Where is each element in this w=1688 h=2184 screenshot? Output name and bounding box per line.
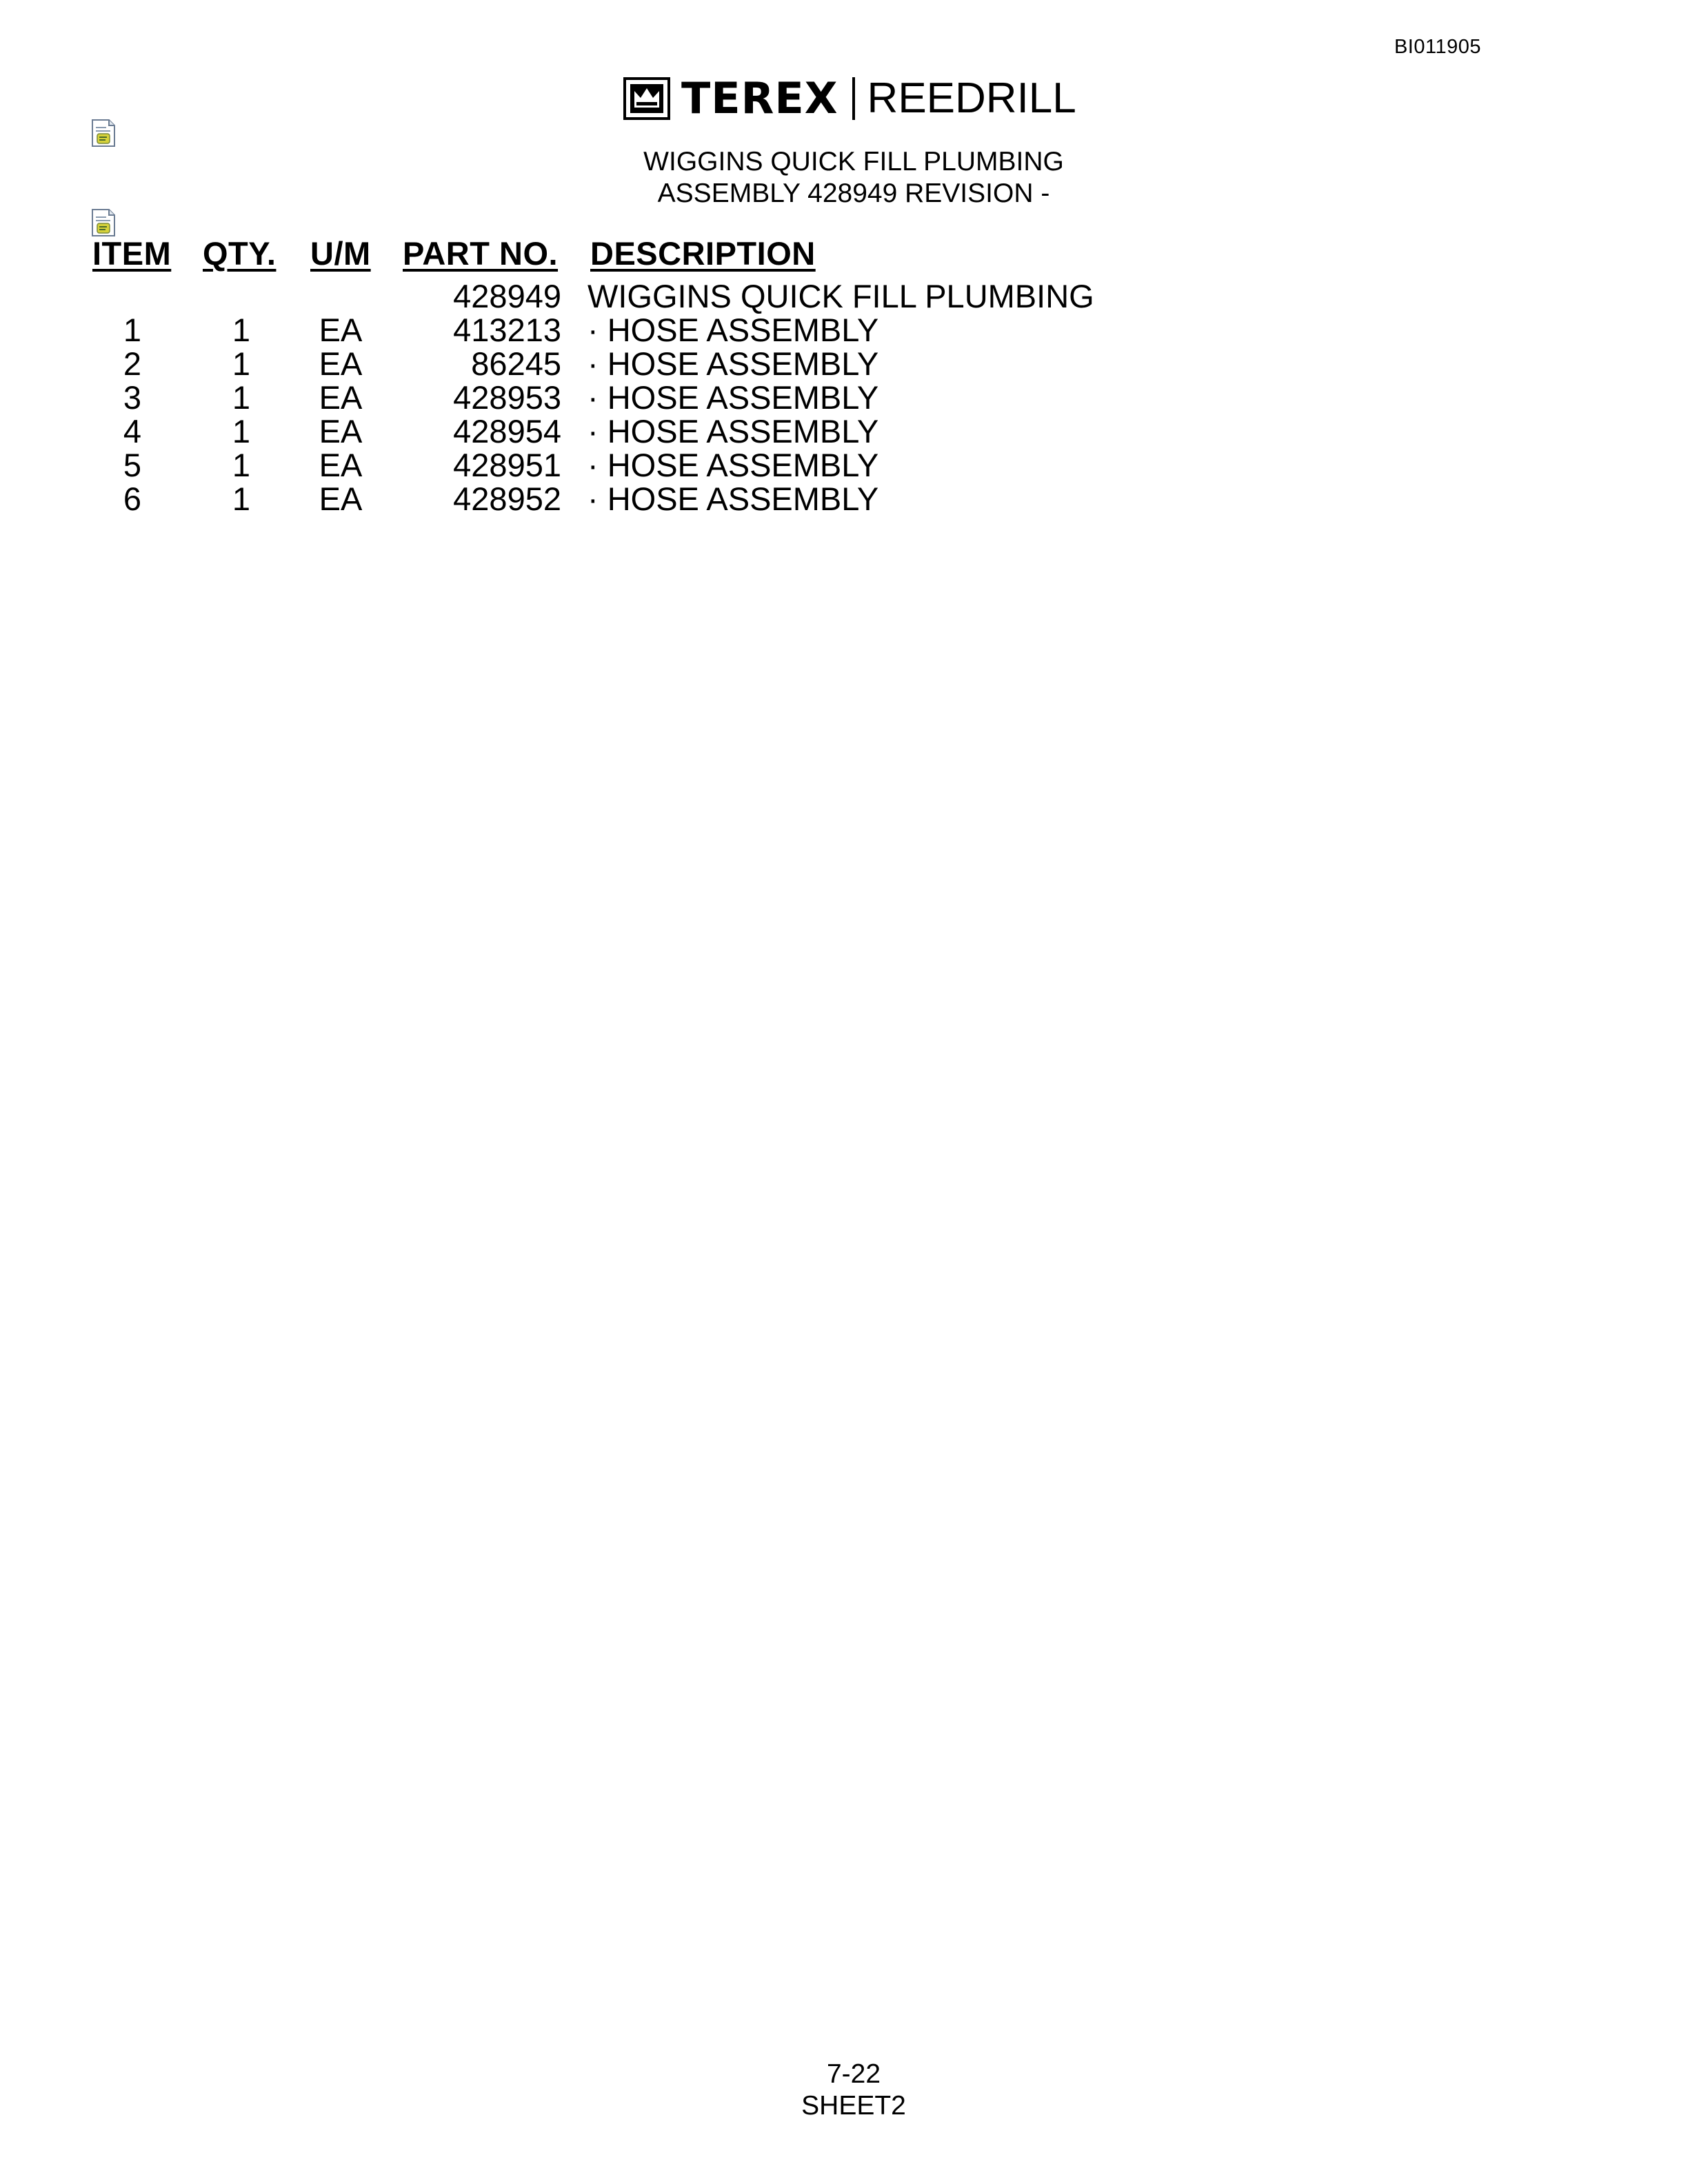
assembly-part-no: 428949 <box>453 278 561 314</box>
table-row <box>0 345 1688 382</box>
logo-divider <box>852 77 855 120</box>
header-description: DESCRIPTION <box>590 235 816 272</box>
table-row <box>0 480 1688 517</box>
parts-list-table <box>0 234 1688 517</box>
row-description: · HOSE ASSEMBLY <box>587 413 879 449</box>
row-um: EA <box>319 481 363 517</box>
page-footer <box>0 2059 1688 2122</box>
row-um: EA <box>319 379 363 416</box>
table-row <box>0 446 1688 483</box>
row-description: · HOSE ASSEMBLY <box>587 481 879 517</box>
document-attachment-icon[interactable] <box>91 208 116 237</box>
row-item: 2 <box>123 345 142 382</box>
row-part-no: 413213 <box>453 312 561 348</box>
product-name: REEDRILL <box>867 74 1076 122</box>
sheet-label: SHEET2 <box>801 2091 906 2121</box>
header-um: U/M <box>310 235 371 272</box>
row-um: EA <box>319 447 363 483</box>
row-qty: 1 <box>232 312 251 348</box>
table-row <box>0 311 1688 348</box>
document-title <box>0 146 1688 210</box>
row-item: 5 <box>123 447 142 483</box>
title-line-2: ASSEMBLY 428949 REVISION - <box>657 179 1050 208</box>
header-qty: QTY. <box>203 235 277 272</box>
row-part-no: 428952 <box>453 481 561 517</box>
row-qty: 1 <box>232 481 251 517</box>
row-um: EA <box>319 312 363 348</box>
row-part-no: 428953 <box>453 379 561 416</box>
row-item: 1 <box>123 312 142 348</box>
page-number: 7-22 <box>826 2059 881 2089</box>
row-description: · HOSE ASSEMBLY <box>587 345 879 382</box>
table-row <box>0 412 1688 449</box>
header-part-no: PART NO. <box>403 235 559 272</box>
title-line-1: WIGGINS QUICK FILL PLUMBING <box>643 147 1064 176</box>
row-part-no: 428954 <box>453 413 561 449</box>
row-part-no: 428951 <box>453 447 561 483</box>
row-qty: 1 <box>232 413 251 449</box>
document-attachment-icon[interactable] <box>91 119 116 148</box>
company-logo <box>623 74 1076 123</box>
row-um: EA <box>319 413 363 449</box>
table-header-row <box>0 234 1688 277</box>
row-description: · HOSE ASSEMBLY <box>587 312 879 348</box>
row-qty: 1 <box>232 345 251 382</box>
row-description: · HOSE ASSEMBLY <box>587 379 879 416</box>
assembly-row <box>0 277 1688 314</box>
assembly-description: WIGGINS QUICK FILL PLUMBING <box>587 278 1094 314</box>
row-item: 4 <box>123 413 142 449</box>
terex-crown-logo-icon <box>623 77 670 120</box>
document-id: BI011905 <box>1394 36 1481 58</box>
row-description: · HOSE ASSEMBLY <box>587 447 879 483</box>
row-item: 3 <box>123 379 142 416</box>
table-row <box>0 378 1688 416</box>
row-qty: 1 <box>232 379 251 416</box>
row-part-no: 86245 <box>471 345 561 382</box>
brand-name: TEREX <box>681 73 838 123</box>
row-um: EA <box>319 345 363 382</box>
row-qty: 1 <box>232 447 251 483</box>
row-item: 6 <box>123 481 142 517</box>
header-item: ITEM <box>92 235 172 272</box>
